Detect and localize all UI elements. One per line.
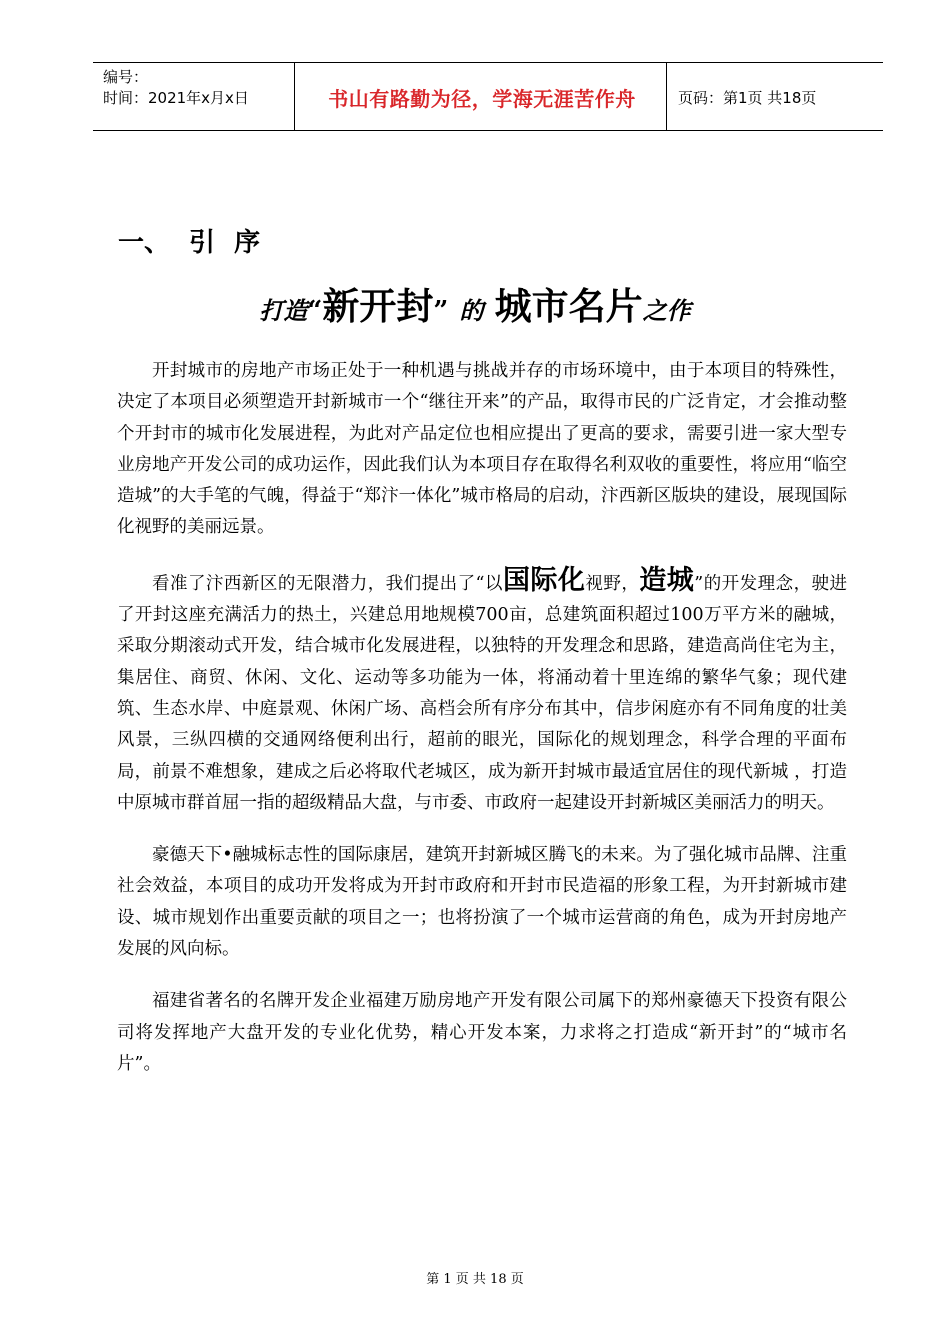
time-label: 时间：2021年x月x日 bbox=[103, 89, 249, 107]
body-text bbox=[117, 356, 847, 1101]
header-meta bbox=[103, 67, 249, 109]
p2-text-a: 看准了汴西新区的无限潜力，我们提出了“以 bbox=[152, 573, 503, 594]
header-motto: 书山有路勤为径，学海无涯苦作舟 bbox=[328, 87, 636, 111]
page-footer: 第 1 页 共 18 页 bbox=[426, 1272, 524, 1287]
paragraph-2 bbox=[117, 565, 847, 819]
serial-label: 编号： bbox=[103, 68, 149, 86]
slogan-close-quote: ” bbox=[433, 296, 449, 326]
slogan-pre: 打造 bbox=[259, 296, 308, 325]
slogan-open-quote: “ bbox=[307, 296, 323, 326]
p2-emphasis-build-city: 造城 bbox=[639, 564, 695, 596]
paragraph-4: 福建省著名的名牌开发企业福建万励房地产开发有限公司属下的郑州豪德天下投资有限公司将发挥地产大盘开发的专业化优势，精心开发本案，力求将之打造成“新开封”的“城市名片”。 bbox=[117, 991, 847, 1074]
section-title: 一、 引 序 bbox=[118, 228, 261, 258]
slogan-post: 之作 bbox=[642, 296, 691, 325]
slogan bbox=[0, 276, 950, 330]
slogan-mid: 的 bbox=[459, 296, 484, 325]
page-header bbox=[93, 62, 883, 131]
header-divider bbox=[294, 63, 295, 130]
paragraph-3: 豪德天下•融城标志性的国际康居，建筑开封新城区腾飞的未来。为了强化城市品牌、注重社会效益，本项目的成功开发将成为开封市政府和开封市民造福的形象工程，为开封新城市建设、城市规划作出重要贡献的项目之一；也将扮演了一个城市运营商的角色，成为开封房地产发展的风向标。 bbox=[117, 845, 847, 960]
p2-text-c: 视野， bbox=[585, 573, 640, 594]
paragraph-1: 开封城市的房地产市场正处于一种机遇与挑战并存的市场环境中，由于本项目的特殊性，决定了本项目必须塑造开封新城市一个“继往开来”的产品，取得市民的广泛肯定，才会推动整个开封市的城市化发展进程，为此对产品定位也相应提出了更高的要求，需要引进一家大型专业房地产开发公司的成功运作，因此我们认为本项目存在取得名利双收的重要性，将应用“临空造城”的大手笔的气魄，得益于“郑汴一体化”城市格局的启动，汴西新区版块的建设，展现国际化视野的美丽远景。 bbox=[117, 361, 847, 538]
header-page-number: 页码：第1页 共18页 bbox=[678, 89, 817, 107]
p2-emphasis-international: 国际化 bbox=[502, 564, 586, 596]
slogan-highlight-city-card: 城市名片 bbox=[494, 285, 643, 328]
p2-text-e: ”的开发理念，驶进了开封这座充满活力的热土，兴建总用地规模700亩，总建筑面积超过100万平方米的融城，采取分期滚动式开发，结合城市化发展进程，以独特的开发理念和思路，建造高尚住宅为主，集居住、商贸、休闲、文化、运动等多功能为一体，将涌动着十里连绵的繁华气象；现代建筑、生态水岸、中庭景观、休闲广场、高档会所有序分布其中，信步闲庭亦有不同角度的壮美风景，三纵四横的交通网络便利出行，超前的眼光，国际化的规划理念，科学合理的平面布局，前景不难想象，建成之后必将取代老城区，成为新开封城市最适宜居住的现代新城 ，打造中原城市群首屈一指的超级精品大盘，与市委、市政府一起建设开封新城区美丽活力的明天。 bbox=[117, 573, 848, 813]
slogan-highlight-new-kaifeng: 新开封 bbox=[322, 285, 434, 328]
